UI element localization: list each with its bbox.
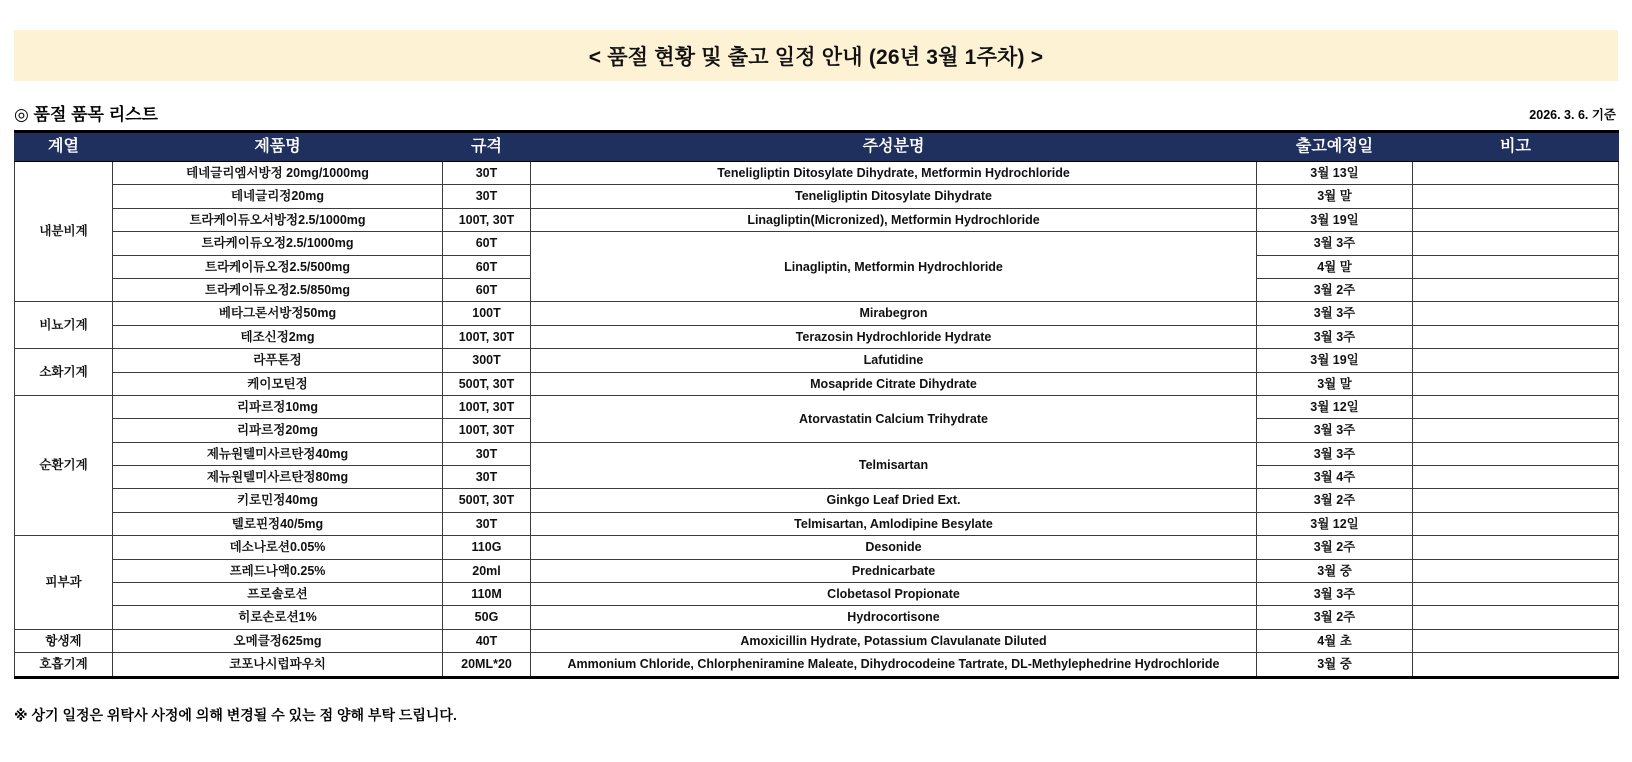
cell-series: 항생제	[15, 629, 113, 652]
cell-series: 호흡기계	[15, 653, 113, 677]
cell-ship-date: 3월 2주	[1257, 606, 1413, 629]
cell-spec: 30T	[443, 512, 531, 535]
table-row	[15, 395, 1619, 418]
cell-product-name: 트라케이듀오정2.5/1000mg	[113, 232, 443, 255]
cell-ingredient: Hydrocortisone	[531, 606, 1257, 629]
cell-ship-date: 3월 2주	[1257, 489, 1413, 512]
cell-ship-date: 3월 12일	[1257, 395, 1413, 418]
cell-ingredient: Lafutidine	[531, 349, 1257, 372]
table-row	[15, 653, 1619, 677]
cell-spec: 500T, 30T	[443, 489, 531, 512]
cell-spec: 20ml	[443, 559, 531, 582]
cell-product-name: 데소나로션0.05%	[113, 536, 443, 559]
cell-product-name: 베타그론서방정50mg	[113, 302, 443, 325]
as-of-date: 2026. 3. 6. 기준	[1529, 108, 1616, 122]
cell-ingredient: Linagliptin, Metformin Hydrochloride	[531, 232, 1257, 302]
cell-note	[1413, 466, 1619, 489]
cell-ingredient: Mosapride Citrate Dihydrate	[531, 372, 1257, 395]
cell-spec: 30T	[443, 442, 531, 465]
cell-note	[1413, 372, 1619, 395]
cell-ship-date: 3월 4주	[1257, 466, 1413, 489]
cell-series: 내분비계	[15, 162, 113, 302]
table-header-row	[15, 132, 1619, 162]
cell-spec: 110M	[443, 583, 531, 606]
cell-ship-date: 3월 3주	[1257, 419, 1413, 442]
cell-spec: 300T	[443, 349, 531, 372]
cell-product-name: 키로민정40mg	[113, 489, 443, 512]
cell-ship-date: 3월 3주	[1257, 442, 1413, 465]
cell-product-name: 프로솔로션	[113, 583, 443, 606]
cell-ingredient: Teneligliptin Ditosylate Dihydrate, Metformin Hydrochloride	[531, 162, 1257, 185]
cell-ship-date: 3월 중	[1257, 653, 1413, 677]
cell-spec: 60T	[443, 278, 531, 301]
cell-spec: 30T	[443, 185, 531, 208]
cell-spec: 50G	[443, 606, 531, 629]
cell-product-name: 프레드나액0.25%	[113, 559, 443, 582]
table-head	[15, 132, 1619, 162]
cell-spec: 40T	[443, 629, 531, 652]
cell-ship-date: 3월 3주	[1257, 583, 1413, 606]
cell-ingredient: Linagliptin(Micronized), Metformin Hydrochloride	[531, 208, 1257, 231]
section-label: ◎ 품절 품목 리스트	[14, 105, 158, 124]
cell-note	[1413, 653, 1619, 677]
table-row	[15, 442, 1619, 465]
cell-ship-date: 3월 2주	[1257, 278, 1413, 301]
cell-product-name: 트라케이듀오정2.5/850mg	[113, 278, 443, 301]
table-row	[15, 372, 1619, 395]
column-header-ship-date: 출고예정일	[1257, 132, 1413, 162]
table-row	[15, 606, 1619, 629]
cell-ship-date: 3월 3주	[1257, 232, 1413, 255]
table-row	[15, 325, 1619, 348]
table-row	[15, 629, 1619, 652]
cell-ship-date: 3월 12일	[1257, 512, 1413, 535]
table-body	[15, 162, 1619, 678]
cell-ship-date: 3월 19일	[1257, 208, 1413, 231]
cell-note	[1413, 278, 1619, 301]
cell-series: 비뇨기계	[15, 302, 113, 349]
table-row	[15, 489, 1619, 512]
column-header-ingredient: 주성분명	[531, 132, 1257, 162]
cell-ingredient: Telmisartan	[531, 442, 1257, 489]
table-row	[15, 536, 1619, 559]
cell-ingredient: Atorvastatin Calcium Trihydrate	[531, 395, 1257, 442]
cell-ship-date: 3월 2주	[1257, 536, 1413, 559]
table-row	[15, 302, 1619, 325]
shortage-table	[14, 130, 1619, 679]
cell-ship-date: 4월 초	[1257, 629, 1413, 652]
cell-spec: 60T	[443, 232, 531, 255]
cell-ship-date: 3월 말	[1257, 185, 1413, 208]
cell-series: 순환기계	[15, 395, 113, 535]
cell-spec: 100T, 30T	[443, 395, 531, 418]
cell-ingredient: Prednicarbate	[531, 559, 1257, 582]
cell-ship-date: 3월 3주	[1257, 302, 1413, 325]
cell-note	[1413, 162, 1619, 185]
table-row	[15, 559, 1619, 582]
cell-note	[1413, 512, 1619, 535]
cell-note	[1413, 419, 1619, 442]
cell-product-name: 트라케이듀오서방정2.5/1000mg	[113, 208, 443, 231]
cell-note	[1413, 302, 1619, 325]
cell-note	[1413, 349, 1619, 372]
cell-ingredient: Telmisartan, Amlodipine Besylate	[531, 512, 1257, 535]
cell-product-name: 제뉴원텔미사르탄정40mg	[113, 442, 443, 465]
cell-ingredient: Desonide	[531, 536, 1257, 559]
shortage-table-container	[14, 130, 1618, 679]
cell-note	[1413, 442, 1619, 465]
table-row	[15, 349, 1619, 372]
cell-product-name: 라푸톤정	[113, 349, 443, 372]
cell-note	[1413, 208, 1619, 231]
table-row	[15, 185, 1619, 208]
cell-product-name: 테조신정2mg	[113, 325, 443, 348]
cell-spec: 30T	[443, 162, 531, 185]
cell-ingredient: Ammonium Chloride, Chlorpheniramine Maleate, Dihydrocodeine Tartrate, DL-Methylephedrine Hydrochloride	[531, 653, 1257, 677]
cell-ingredient: Mirabegron	[531, 302, 1257, 325]
table-row	[15, 583, 1619, 606]
cell-spec: 100T, 30T	[443, 208, 531, 231]
cell-series: 피부과	[15, 536, 113, 630]
cell-note	[1413, 606, 1619, 629]
cell-spec: 30T	[443, 466, 531, 489]
table-row	[15, 232, 1619, 255]
cell-ingredient: Teneligliptin Ditosylate Dihydrate	[531, 185, 1257, 208]
cell-note	[1413, 559, 1619, 582]
cell-ship-date: 4월 말	[1257, 255, 1413, 278]
cell-series: 소화기계	[15, 349, 113, 396]
cell-ship-date: 3월 3주	[1257, 325, 1413, 348]
cell-note	[1413, 395, 1619, 418]
column-header-series: 계열	[15, 132, 113, 162]
cell-spec: 20ML*20	[443, 653, 531, 677]
cell-ingredient: Amoxicillin Hydrate, Potassium Clavulanate Diluted	[531, 629, 1257, 652]
cell-spec: 100T, 30T	[443, 419, 531, 442]
cell-spec: 60T	[443, 255, 531, 278]
cell-product-name: 리파르정10mg	[113, 395, 443, 418]
table-row	[15, 162, 1619, 185]
cell-ingredient: Ginkgo Leaf Dried Ext.	[531, 489, 1257, 512]
column-header-spec: 규격	[443, 132, 531, 162]
cell-ship-date: 3월 19일	[1257, 349, 1413, 372]
cell-product-name: 히로손로션1%	[113, 606, 443, 629]
cell-product-name: 코포나시럽파우치	[113, 653, 443, 677]
cell-product-name: 케이모틴정	[113, 372, 443, 395]
table-row	[15, 512, 1619, 535]
cell-spec: 500T, 30T	[443, 372, 531, 395]
page-title: < 품절 현황 및 출고 일정 안내 (26년 3월 1주차) >	[588, 45, 1044, 69]
footer-note: ※ 상기 일정은 위탁사 사정에 의해 변경될 수 있는 점 양해 부탁 드립니다.	[14, 707, 457, 723]
column-header-note: 비고	[1413, 132, 1619, 162]
cell-note	[1413, 232, 1619, 255]
cell-note	[1413, 255, 1619, 278]
section-header-row	[14, 100, 1618, 126]
cell-note	[1413, 325, 1619, 348]
cell-product-name: 테네글리정20mg	[113, 185, 443, 208]
cell-product-name: 오메클정625mg	[113, 629, 443, 652]
cell-ship-date: 3월 중	[1257, 559, 1413, 582]
cell-note	[1413, 583, 1619, 606]
cell-spec: 100T	[443, 302, 531, 325]
cell-ingredient: Terazosin Hydrochloride Hydrate	[531, 325, 1257, 348]
title-banner	[14, 30, 1618, 81]
cell-note	[1413, 185, 1619, 208]
cell-note	[1413, 629, 1619, 652]
cell-note	[1413, 489, 1619, 512]
cell-product-name: 테네글리엠서방정 20mg/1000mg	[113, 162, 443, 185]
cell-ingredient: Clobetasol Propionate	[531, 583, 1257, 606]
cell-product-name: 제뉴원텔미사르탄정80mg	[113, 466, 443, 489]
cell-spec: 110G	[443, 536, 531, 559]
cell-ship-date: 3월 13일	[1257, 162, 1413, 185]
cell-product-name: 텔로핀정40/5mg	[113, 512, 443, 535]
cell-note	[1413, 536, 1619, 559]
cell-product-name: 리파르정20mg	[113, 419, 443, 442]
cell-product-name: 트라케이듀오정2.5/500mg	[113, 255, 443, 278]
column-header-product: 제품명	[113, 132, 443, 162]
table-row	[15, 208, 1619, 231]
cell-ship-date: 3월 말	[1257, 372, 1413, 395]
cell-spec: 100T, 30T	[443, 325, 531, 348]
